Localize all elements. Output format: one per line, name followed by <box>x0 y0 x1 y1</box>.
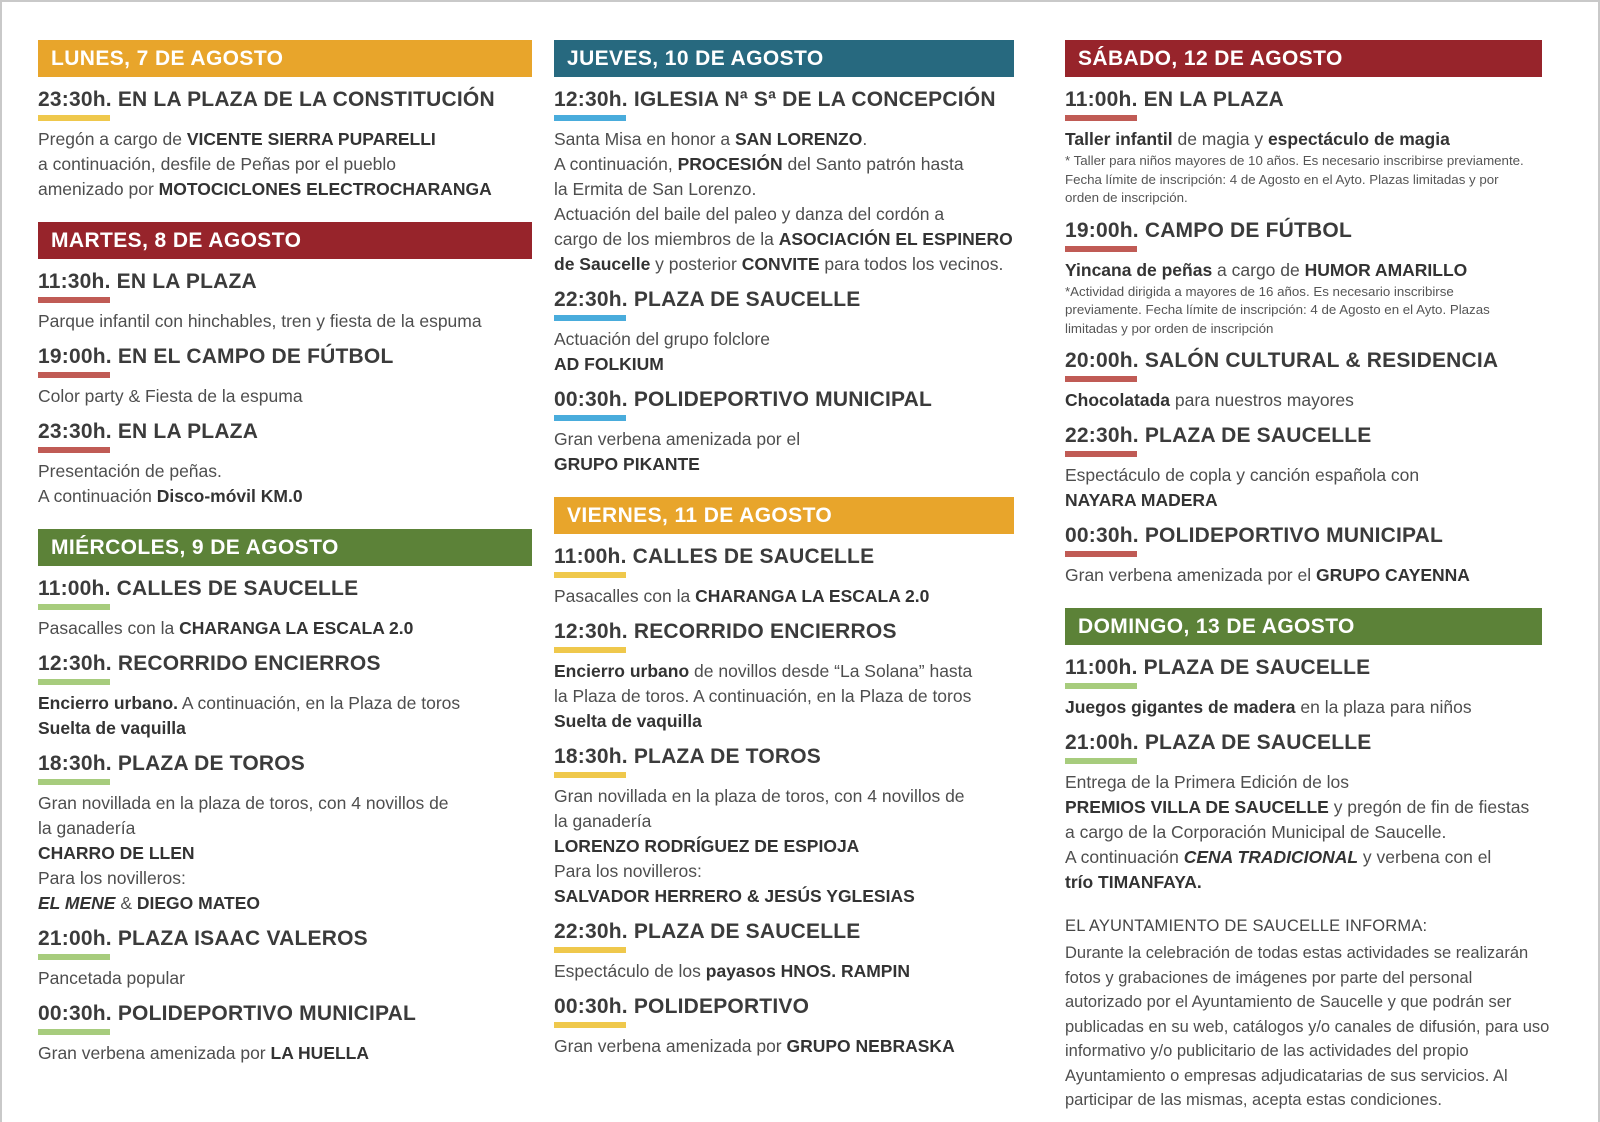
day-banner: VIERNES, 11 DE AGOSTO <box>554 497 1014 534</box>
event-description-line <box>38 177 532 202</box>
text-segment: . <box>862 129 868 149</box>
event <box>1065 88 1542 208</box>
event <box>38 270 532 334</box>
text-segment: Encierro urbano <box>554 661 690 681</box>
event-heading <box>38 345 532 369</box>
text-segment: HUMOR AMARILLO <box>1304 259 1468 280</box>
event <box>1065 219 1542 339</box>
event-place: PLAZA DE SAUCELLE <box>633 920 861 943</box>
text-segment: y verbena con el <box>1358 847 1492 867</box>
text-segment: SALVADOR HERRERO & JESÚS YGLESIAS <box>554 886 915 906</box>
text-segment: LORENZO RODRÍGUEZ DE ESPIOJA <box>554 836 860 856</box>
event-description-line <box>554 834 1014 859</box>
day-section <box>38 40 532 202</box>
event-underline <box>38 679 110 685</box>
text-segment: Suelta de vaquilla <box>554 711 702 731</box>
event-time: 00:30h. <box>554 388 628 411</box>
event-heading <box>38 577 532 601</box>
event-time: 00:30h. <box>1065 524 1139 547</box>
event-time: 22:30h. <box>1065 424 1139 447</box>
event-description-line <box>554 327 1014 352</box>
event-note-line: previamente. Fecha límite de inscripción: 4 de Agosto en el Ayto. Plazas <box>1065 302 1490 317</box>
informa-line: Ayuntamiento o empresas adjudicatarias de sus servicios. Al <box>1065 1066 1508 1085</box>
event-description-line <box>38 152 532 177</box>
text-segment: espectáculo de magia <box>1267 129 1450 149</box>
program-column <box>1065 40 1550 1113</box>
event-place: EN LA PLAZA DE LA CONSTITUCIÓN <box>117 88 495 111</box>
event-description-line <box>38 966 532 991</box>
program-column <box>554 40 1014 1059</box>
event <box>38 1002 532 1066</box>
event-description-line <box>554 709 1014 734</box>
text-segment: de magia y <box>1172 129 1268 149</box>
text-segment: Pancetada popular <box>38 968 185 988</box>
text-segment: PREMIOS VILLA DE SAUCELLE <box>1065 797 1329 817</box>
event-time: 11:00h. <box>38 577 111 600</box>
event-description-line <box>554 584 1014 609</box>
text-segment: Pasacalles con la <box>554 586 696 606</box>
event-place: PLAZA DE SAUCELLE <box>633 288 861 311</box>
event-description-line <box>554 352 1014 377</box>
text-segment: a cargo de la Corporación Municipal de Saucelle. <box>1065 822 1447 842</box>
event <box>554 995 1014 1059</box>
text-segment: a continuación, desfile de Peñas por el pueblo <box>38 154 397 174</box>
text-segment: Gran novillada en la plaza de toros, con 4 novillos de <box>38 793 449 813</box>
event-description-line <box>1065 770 1542 795</box>
event-time: 18:30h. <box>554 745 628 768</box>
event <box>38 420 532 509</box>
event-heading <box>1065 731 1542 755</box>
event-description-line <box>554 884 1014 909</box>
event-underline <box>38 372 110 378</box>
text-segment: Chocolatada <box>1065 390 1171 410</box>
event-time: 23:30h. <box>38 420 112 443</box>
event-heading <box>554 920 1014 944</box>
text-segment: de Saucelle <box>554 254 651 274</box>
informa-title: EL AYUNTAMIENTO DE SAUCELLE INFORMA: <box>1065 917 1428 935</box>
event-description-line <box>38 1041 532 1066</box>
event-description-line <box>554 684 1014 709</box>
event-place: POLIDEPORTIVO MUNICIPAL <box>1144 524 1444 547</box>
text-segment: CENA TRADICIONAL <box>1183 847 1359 867</box>
day-section <box>1065 608 1542 895</box>
event-underline <box>38 1029 110 1035</box>
informa-line: informativo y/o publicitario de las actividades del propio <box>1065 1042 1469 1060</box>
event-place: RECORRIDO ENCIERROS <box>633 620 897 643</box>
text-segment: Disco-móvil KM.0 <box>156 486 303 506</box>
informa-line: publicadas en su web, catálogos y/o canales de difusión, para uso <box>1065 1017 1550 1036</box>
text-segment: del Santo patrón hasta <box>782 154 964 174</box>
event-underline <box>1065 683 1137 689</box>
program-columns <box>2 2 1598 1113</box>
text-segment: Yincana de peñas <box>1065 259 1213 280</box>
event-underline <box>1065 376 1137 382</box>
event-time: 19:00h. <box>38 345 112 368</box>
event-place: EN EL CAMPO DE FÚTBOL <box>117 345 394 368</box>
text-segment: & <box>115 893 137 913</box>
event-description-line <box>1065 463 1542 488</box>
day-banner: LUNES, 7 DE AGOSTO <box>38 40 532 77</box>
event-place: PLAZA DE SAUCELLE <box>1143 656 1371 679</box>
event-underline <box>554 772 626 778</box>
event-description-line <box>1065 870 1542 895</box>
event-description-line <box>554 784 1014 809</box>
text-segment: Suelta de vaquilla <box>38 718 186 738</box>
event-description-line <box>38 616 532 641</box>
text-segment: VICENTE SIERRA PUPARELLI <box>186 129 436 149</box>
event-description-line <box>38 891 532 916</box>
text-segment: a cargo de <box>1212 259 1305 280</box>
event <box>38 652 532 741</box>
event-underline <box>1065 551 1137 557</box>
text-segment: A continuación, <box>554 154 678 174</box>
text-segment: y pregón de fin de fiestas <box>1328 797 1530 817</box>
text-segment: para todos los vecinos. <box>819 254 1004 274</box>
event-heading <box>38 1002 532 1026</box>
event-place: POLIDEPORTIVO <box>633 995 810 1018</box>
text-segment: para nuestros mayores <box>1170 390 1354 410</box>
day-section <box>554 497 1014 1059</box>
event <box>554 288 1014 377</box>
event-underline <box>1065 451 1137 457</box>
text-segment: Actuación del grupo folclore <box>554 329 770 349</box>
event-underline <box>38 297 110 303</box>
event-description-line <box>554 959 1014 984</box>
text-segment: CHARANGA LA ESCALA 2.0 <box>179 618 414 638</box>
event <box>38 577 532 641</box>
text-segment: Para los novilleros: <box>554 861 702 881</box>
event-underline <box>554 115 626 121</box>
text-segment: AD FOLKIUM <box>554 354 664 374</box>
event-description-line <box>38 127 532 152</box>
text-segment: GRUPO NEBRASKA <box>786 1036 955 1056</box>
text-segment: PROCESIÓN <box>677 154 783 174</box>
event-description-line <box>1065 795 1542 820</box>
day-banner: JUEVES, 10 DE AGOSTO <box>554 40 1014 77</box>
text-segment: Espectáculo de copla y canción española con <box>1065 465 1420 485</box>
event-description-line <box>38 841 532 866</box>
event-heading <box>38 420 532 444</box>
event-place: IGLESIA Nª Sª DE LA CONCEPCIÓN <box>633 88 996 111</box>
event <box>38 88 532 202</box>
day-banner: SÁBADO, 12 DE AGOSTO <box>1065 40 1542 77</box>
informa-note <box>1065 917 1550 1113</box>
text-segment: LA HUELLA <box>270 1043 370 1063</box>
text-segment: Espectáculo de los <box>554 961 706 981</box>
text-segment: y posterior <box>650 254 742 274</box>
event <box>1065 731 1542 895</box>
text-segment: GRUPO CAYENNA <box>1315 565 1470 585</box>
event <box>1065 349 1542 413</box>
event-place: POLIDEPORTIVO MUNICIPAL <box>117 1002 417 1025</box>
day-banner: MIÉRCOLES, 9 DE AGOSTO <box>38 529 532 566</box>
event <box>554 745 1014 909</box>
event <box>38 345 532 409</box>
event-note-line: orden de inscripción. <box>1065 190 1188 205</box>
text-segment: Color party & Fiesta de la espuma <box>38 386 303 406</box>
event-time: 21:00h. <box>38 927 112 950</box>
text-segment: payasos HNOS. RAMPIN <box>705 961 910 981</box>
text-segment: GRUPO PIKANTE <box>554 454 700 474</box>
event-description-line <box>554 809 1014 834</box>
event-heading <box>1065 88 1542 112</box>
event-time: 23:30h. <box>38 88 112 111</box>
text-segment: CHARRO DE LLEN <box>38 843 195 863</box>
event-time: 22:30h. <box>554 288 628 311</box>
event-description-line <box>1065 127 1542 152</box>
event-description-line <box>38 384 532 409</box>
text-segment: Gran novillada en la plaza de toros, con 4 novillos de <box>554 786 965 806</box>
text-segment: Parque infantil con hinchables, tren y fiesta de la espuma <box>38 311 482 331</box>
event-underline <box>38 115 110 121</box>
event <box>554 88 1014 277</box>
event-heading <box>1065 219 1542 243</box>
event-time: 20:00h. <box>1065 349 1139 372</box>
event-time: 11:30h. <box>38 270 111 293</box>
text-segment: ASOCIACIÓN EL ESPINERO <box>778 229 1013 249</box>
text-segment: Gran verbena amenizada por el <box>1065 565 1316 585</box>
event-heading <box>554 545 1014 569</box>
event-place: SALÓN CULTURAL & RESIDENCIA <box>1144 349 1499 372</box>
text-segment: Para los novilleros: <box>38 868 186 888</box>
event <box>1065 656 1542 720</box>
text-segment: Gran verbena amenizada por el <box>554 429 801 449</box>
event-heading <box>1065 424 1542 448</box>
text-segment: Presentación de peñas. <box>38 461 222 481</box>
event-heading <box>1065 524 1542 548</box>
event-description-line <box>554 427 1014 452</box>
event-note-line: limitadas y por orden de inscripción <box>1065 320 1274 336</box>
text-segment: en la plaza para niños <box>1295 697 1472 717</box>
event <box>554 388 1014 477</box>
event-description-line <box>38 791 532 816</box>
text-segment: A continuación, en la Plaza de toros <box>178 693 461 713</box>
text-segment: amenizado por <box>38 179 159 199</box>
event <box>554 545 1014 609</box>
event-description-line <box>38 459 532 484</box>
day-section <box>38 529 532 1066</box>
event-description-line <box>38 716 532 741</box>
event-underline <box>554 315 626 321</box>
event-note-line: *Actividad dirigida a mayores de 16 años. Es necesario inscribirse <box>1065 283 1454 299</box>
text-segment: de novillos desde “La Solana” hasta <box>689 661 973 681</box>
event-description-line <box>554 659 1014 684</box>
informa-line: participar de las mismas, acepta estas condiciones. <box>1065 1091 1442 1109</box>
event-description-line <box>1065 695 1542 720</box>
event-description-line <box>1065 563 1542 588</box>
text-segment: Gran verbena amenizada por <box>38 1043 271 1063</box>
event-underline <box>38 447 110 453</box>
event <box>38 752 532 916</box>
text-segment: NAYARA MADERA <box>1065 490 1218 510</box>
event-place: CALLES DE SAUCELLE <box>116 577 359 600</box>
event-place: EN LA PLAZA <box>117 420 259 443</box>
event-place: EN LA PLAZA <box>1143 88 1284 111</box>
event-heading <box>1065 349 1542 373</box>
text-segment: CHARANGA LA ESCALA 2.0 <box>695 586 930 606</box>
text-segment: trío TIMANFAYA. <box>1065 872 1202 892</box>
event-heading <box>38 88 532 112</box>
event-description-line <box>1065 845 1542 870</box>
event-heading <box>554 620 1014 644</box>
event-description-line <box>38 309 532 334</box>
event-underline <box>1065 115 1137 121</box>
text-segment: la ganadería <box>554 811 652 831</box>
event-description-line <box>554 252 1014 277</box>
event-place: RECORRIDO ENCIERROS <box>117 652 381 675</box>
event-heading <box>38 927 532 951</box>
event-underline <box>554 415 626 421</box>
informa-line: autorizado por el Ayuntamiento de Saucelle y que podrán ser <box>1065 993 1512 1011</box>
event-place: PLAZA DE SAUCELLE <box>1144 731 1372 754</box>
event-note-line: Fecha límite de inscripción: 4 de Agosto en el Ayto. Plazas limitadas y por <box>1065 171 1499 187</box>
text-segment: A continuación <box>38 486 157 506</box>
event-description-line <box>554 227 1014 252</box>
text-segment: cargo de los miembros de la <box>554 229 779 249</box>
text-segment: Santa Misa en honor a <box>554 129 735 149</box>
event-time: 12:30h. <box>38 652 112 675</box>
event-heading <box>554 995 1014 1019</box>
event-description-line <box>554 127 1014 152</box>
event-heading <box>554 388 1014 412</box>
event-place: PLAZA DE TOROS <box>633 745 821 768</box>
event-place: PLAZA DE TOROS <box>117 752 305 775</box>
text-segment: DIEGO MATEO <box>136 893 261 913</box>
event-underline <box>554 572 626 578</box>
text-segment: Juegos gigantes de madera <box>1065 697 1296 717</box>
event-place: CAMPO DE FÚTBOL <box>1144 218 1352 242</box>
event-time: 21:00h. <box>1065 731 1139 754</box>
event-note-line: * Taller para niños mayores de 10 años. Es necesario inscribirse previamente. <box>1065 153 1524 168</box>
event-underline <box>38 604 110 610</box>
program-column <box>38 40 532 1066</box>
event-time: 00:30h. <box>38 1002 112 1025</box>
event-description-line <box>1065 820 1542 845</box>
event-description-line <box>554 177 1014 202</box>
event-underline <box>38 954 110 960</box>
event-time: 11:00h. <box>1065 656 1138 679</box>
event-underline <box>554 1022 626 1028</box>
event-description-line <box>1065 488 1542 513</box>
text-segment: Pasacalles con la <box>38 618 180 638</box>
event-time: 00:30h. <box>554 995 628 1018</box>
event-description-line <box>1065 258 1542 283</box>
text-segment: Actuación del baile del paleo y danza del cordón a <box>554 204 945 224</box>
event <box>554 620 1014 734</box>
event-underline <box>554 647 626 653</box>
text-segment: EL MENE <box>38 893 116 913</box>
event-time: 19:00h. <box>1065 218 1139 242</box>
text-segment: A continuación <box>1065 847 1184 867</box>
text-segment: MOTOCICLONES ELECTROCHARANGA <box>158 179 492 199</box>
event-place: CALLES DE SAUCELLE <box>632 545 875 568</box>
event-description-line <box>38 484 532 509</box>
event-description-line <box>554 1034 1014 1059</box>
event-description-line <box>38 816 532 841</box>
event-underline <box>1065 758 1137 764</box>
text-segment: Taller infantil <box>1065 129 1173 149</box>
event-underline <box>554 947 626 953</box>
event-description-line <box>554 452 1014 477</box>
event-place: PLAZA ISAAC VALEROS <box>117 927 368 950</box>
event <box>554 920 1014 984</box>
event-place: POLIDEPORTIVO MUNICIPAL <box>633 388 933 411</box>
event-heading <box>1065 656 1542 680</box>
event-heading <box>38 752 532 776</box>
text-segment: la Ermita de San Lorenzo. <box>554 179 757 199</box>
event-description-line <box>1065 388 1542 413</box>
text-segment: la Plaza de toros. A continuación, en la Plaza de toros <box>554 686 972 706</box>
text-segment: Gran verbena amenizada por <box>554 1036 787 1056</box>
event-underline <box>1065 246 1137 252</box>
event-place: EN LA PLAZA <box>116 270 257 293</box>
day-section <box>38 222 532 509</box>
event <box>1065 424 1542 513</box>
event-description-line <box>554 202 1014 227</box>
event-heading <box>38 270 532 294</box>
day-section <box>554 40 1014 477</box>
event-underline <box>38 779 110 785</box>
event-heading <box>554 745 1014 769</box>
event-time: 11:00h. <box>1065 88 1138 111</box>
event-place: PLAZA DE SAUCELLE <box>1144 424 1372 447</box>
event-time: 22:30h. <box>554 920 628 943</box>
event-heading <box>38 652 532 676</box>
text-segment: Pregón a cargo de <box>38 129 187 149</box>
day-section <box>1065 40 1542 588</box>
event-time: 18:30h. <box>38 752 112 775</box>
text-segment: SAN LORENZO <box>734 129 863 149</box>
event-time: 12:30h. <box>554 88 628 111</box>
event-heading <box>554 88 1014 112</box>
text-segment: la ganadería <box>38 818 136 838</box>
text-segment: Entrega de la Primera Edición de los <box>1065 772 1350 792</box>
day-banner: DOMINGO, 13 DE AGOSTO <box>1065 608 1542 645</box>
text-segment: Encierro urbano. <box>38 693 179 713</box>
event-description-line <box>38 866 532 891</box>
event-description-line <box>554 152 1014 177</box>
text-segment: CONVITE <box>741 254 820 274</box>
event-heading <box>554 288 1014 312</box>
informa-line: Durante la celebración de todas estas actividades se realizarán <box>1065 944 1529 962</box>
event-description-line <box>38 691 532 716</box>
event-time: 11:00h. <box>554 545 627 568</box>
day-banner: MARTES, 8 DE AGOSTO <box>38 222 532 259</box>
event <box>1065 524 1542 588</box>
informa-line: fotos y grabaciones de imágenes por parte del personal <box>1065 968 1473 987</box>
event <box>38 927 532 991</box>
event-time: 12:30h. <box>554 620 628 643</box>
event-description-line <box>554 859 1014 884</box>
